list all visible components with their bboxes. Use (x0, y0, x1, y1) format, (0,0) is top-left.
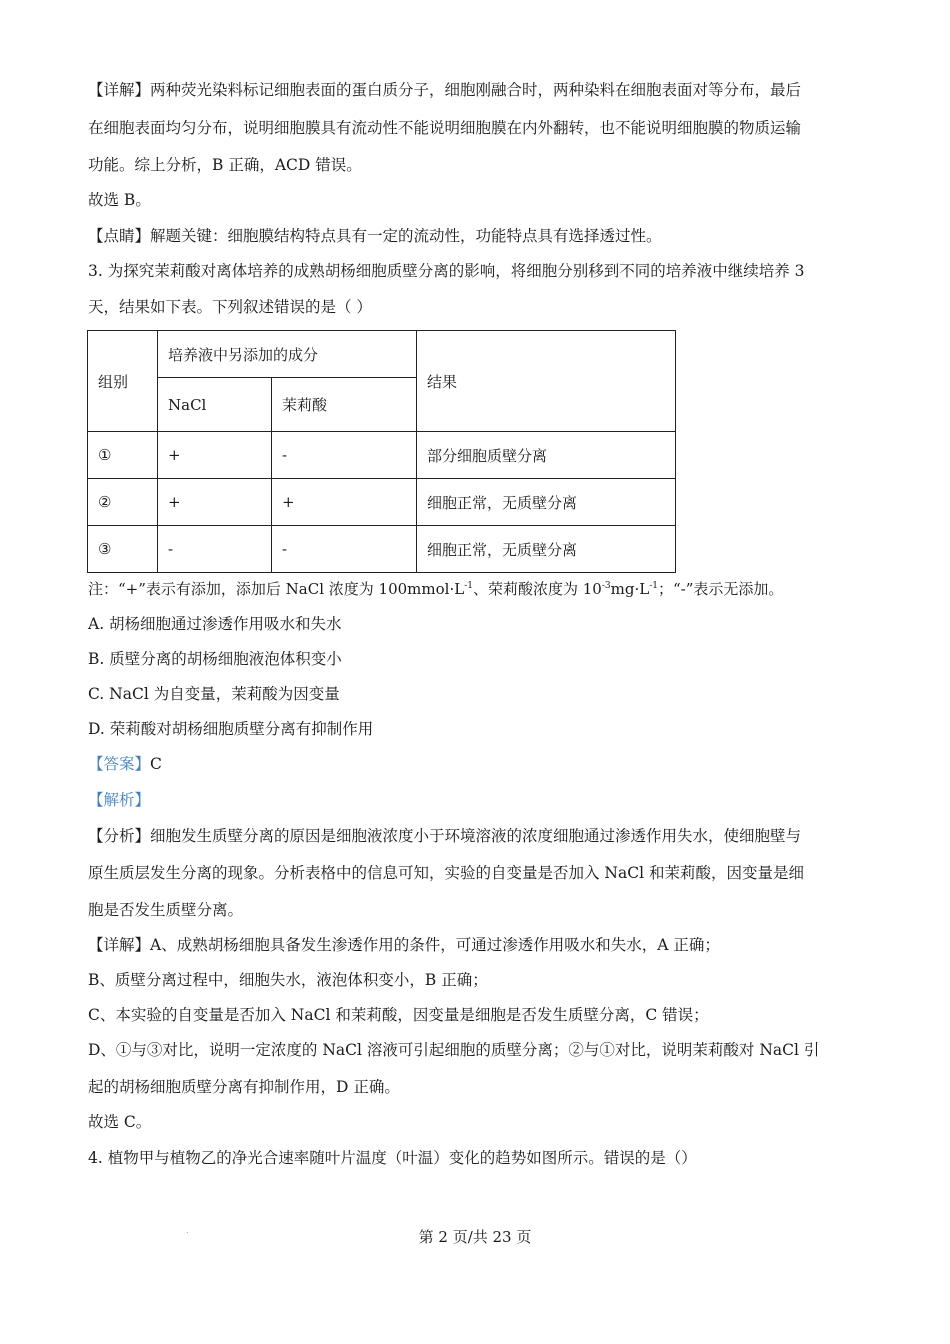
cell-nacl: + (158, 479, 272, 526)
text-line: 故选 C。 (88, 1113, 152, 1131)
text-line: 胞是否发生质壁分离。 (88, 901, 244, 919)
text-line: 【详解】两种荧光染料标记细胞表面的蛋白质分子，细胞刚融合时，两种染料在细胞表面对等分布，最后 (88, 81, 802, 99)
table-row (88, 432, 676, 479)
cell-jasmonic-acid: - (272, 432, 417, 479)
option-c: C. NaCl 为自变量，茉莉酸为因变量 (88, 685, 340, 703)
option-d: D. 荣莉酸对胡杨细胞质壁分离有抑制作用 (88, 720, 374, 738)
answer-line (88, 753, 868, 775)
question-4-stem: 4. 植物甲与植物乙的净光合速率随叶片温度（叶温）变化的趋势如图所示。错误的是（） (88, 1149, 697, 1167)
header-result: 结果 (417, 331, 676, 432)
cell-jasmonic-acid: - (272, 526, 417, 573)
cell-result: 细胞正常，无质壁分离 (417, 526, 676, 573)
cell-group: ③ (88, 526, 158, 573)
text-line: B、质壁分离过程中，细胞失水，液泡体积变小，B 正确； (88, 971, 488, 989)
option-b: B. 质壁分离的胡杨细胞液泡体积变小 (88, 650, 342, 668)
analysis-label: 【解析】 (88, 791, 151, 809)
text-line: 在细胞表面均匀分布，说明细胞膜具有流动性不能说明细胞膜在内外翻转，也不能说明细胞膜的物质运输 (88, 119, 802, 137)
header-group: 组别 (88, 331, 158, 432)
table-note: 注：“+”表示有添加，添加后 NaCl 浓度为 $100mmol\cdot L^{-1}$、荣莉酸浓度为 $10^{-3}mg\cdot L^{-1}$；“-”表示无添加。 (88, 580, 784, 598)
cell-result: 部分细胞质壁分离 (417, 432, 676, 479)
text-line: 故选 B。 (88, 191, 151, 209)
text-line: 起的胡杨细胞质壁分离有抑制作用，D 正确。 (88, 1078, 400, 1096)
header-nacl: NaCl (158, 378, 272, 432)
page-footer: 第 2 页/共 23 页 (418, 1228, 532, 1246)
cell-nacl: - (158, 526, 272, 573)
text-line: 【详解】A、成熟胡杨细胞具备发生渗透作用的条件，可通过渗透作用吸水和失水，A 正确； (88, 936, 720, 954)
cell-group: ① (88, 432, 158, 479)
cell-result: 细胞正常，无质壁分离 (417, 479, 676, 526)
answer-label: 【答案】 (88, 755, 151, 773)
text-line: 【点睛】解题关键：细胞膜结构特点具有一定的流动性，功能特点具有选择透过性。 (88, 227, 662, 245)
header-added-components: 培养液中另添加的成分 (158, 331, 417, 378)
cell-group: ② (88, 479, 158, 526)
footer-mark: . (186, 1226, 189, 1235)
answer-value: C (150, 755, 162, 773)
option-a: A. 胡杨细胞通过渗透作用吸水和失水 (88, 615, 342, 633)
cell-nacl: + (158, 432, 272, 479)
cell-jasmonic-acid: + (272, 479, 417, 526)
question-3-stem-cont: 天，结果如下表。下列叙述错误的是（ ） (88, 298, 372, 316)
text-line: 原生质层发生分离的现象。分析表格中的信息可知，实验的自变量是否加入 NaCl 和茉莉酸，因变量是细 (88, 864, 804, 882)
text-line: 【分析】细胞发生质壁分离的原因是细胞液浓度小于环境溶液的浓度细胞通过渗透作用失水，使细胞壁与 (88, 827, 802, 845)
experiment-table (87, 330, 676, 573)
text-line: 功能。综上分析，B 正确，ACD 错误。 (88, 156, 362, 174)
question-3-stem: 3. 为探究茉莉酸对离体培养的成熟胡杨细胞质壁分离的影响，将细胞分别移到不同的培养液中继续培养 3 (88, 262, 805, 280)
text-line: C、本实验的自变量是否加入 NaCl 和茉莉酸，因变量是细胞是否发生质壁分离，C 错误； (88, 1006, 709, 1024)
table-row (88, 526, 676, 573)
header-jasmonic-acid: 茉莉酸 (272, 378, 417, 432)
text-line: D、①与③对比，说明一定浓度的 NaCl 溶液可引起细胞的质壁分离；②与①对比，说明茉莉酸对 NaCl 引 (88, 1041, 820, 1059)
table-row (88, 479, 676, 526)
